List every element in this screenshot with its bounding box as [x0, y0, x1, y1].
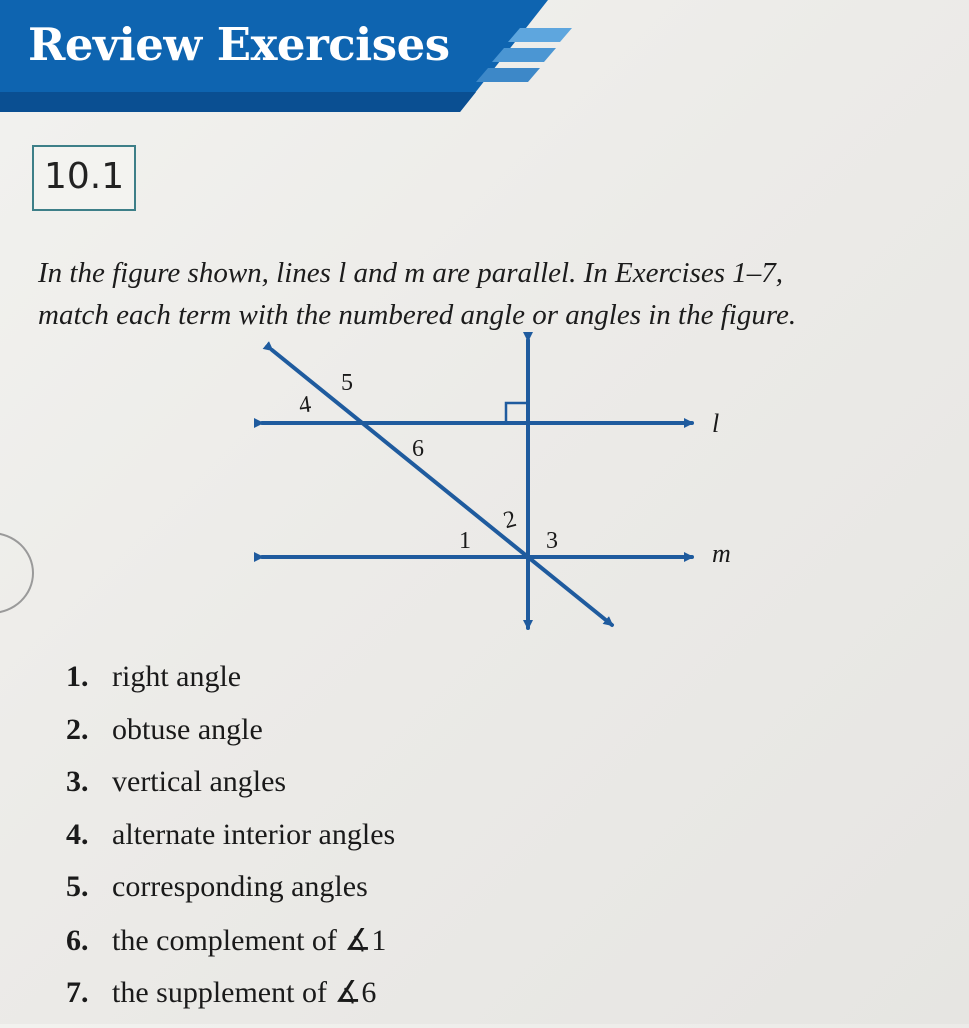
exercise-text: the complement of ∡1	[112, 923, 387, 957]
header-banner	[0, 0, 560, 112]
exercise-number: 4.	[66, 817, 89, 851]
angle-label-1: 1	[459, 528, 471, 554]
parallel-lines-figure	[0, 330, 969, 650]
angle-label-2: 2	[500, 505, 520, 535]
angle-label-6: 6	[412, 436, 424, 462]
instructions-line-1: In the figure shown, lines l and m are parallel. In Exercises 1–7,	[38, 257, 784, 289]
exercise-number: 1.	[66, 660, 89, 693]
exercise-item	[66, 660, 666, 713]
angle-label-3: 3	[546, 528, 558, 554]
exercise-text: corresponding angles	[112, 870, 368, 903]
exercise-list	[66, 660, 666, 1028]
exercise-number: 5.	[66, 870, 89, 903]
exercise-item	[66, 818, 666, 871]
instructions-paragraph	[38, 252, 950, 336]
exercise-text: vertical angles	[112, 765, 287, 798]
right-angle-marker	[506, 403, 528, 423]
exercise-item	[66, 975, 666, 1028]
exercise-number: 2.	[66, 712, 89, 746]
diagonal-transversal	[272, 350, 612, 625]
page-title: Review Exercises	[28, 18, 450, 71]
exercise-text: the supplement of ∡6	[112, 976, 377, 1009]
exercise-number: 7.	[66, 976, 89, 1009]
exercise-item	[66, 713, 666, 766]
exercise-number: 3.	[66, 765, 89, 798]
instructions-line-2: match each term with the numbered angle or angles in the figure.	[38, 299, 797, 331]
exercise-item	[66, 923, 666, 976]
exercise-text: obtuse angle	[112, 712, 263, 746]
angle-label-5: 5	[341, 370, 353, 396]
line-l-label: l	[712, 409, 720, 438]
exercise-number: 6.	[66, 923, 89, 957]
exercise-item	[66, 765, 666, 818]
exercise-text: right angle	[112, 660, 242, 693]
exercise-item	[66, 870, 666, 923]
exercise-text: alternate interior angles	[112, 817, 396, 851]
section-number: 10.1	[44, 156, 125, 197]
line-m-label: m	[712, 539, 731, 568]
angle-label-4: 4	[297, 391, 313, 419]
